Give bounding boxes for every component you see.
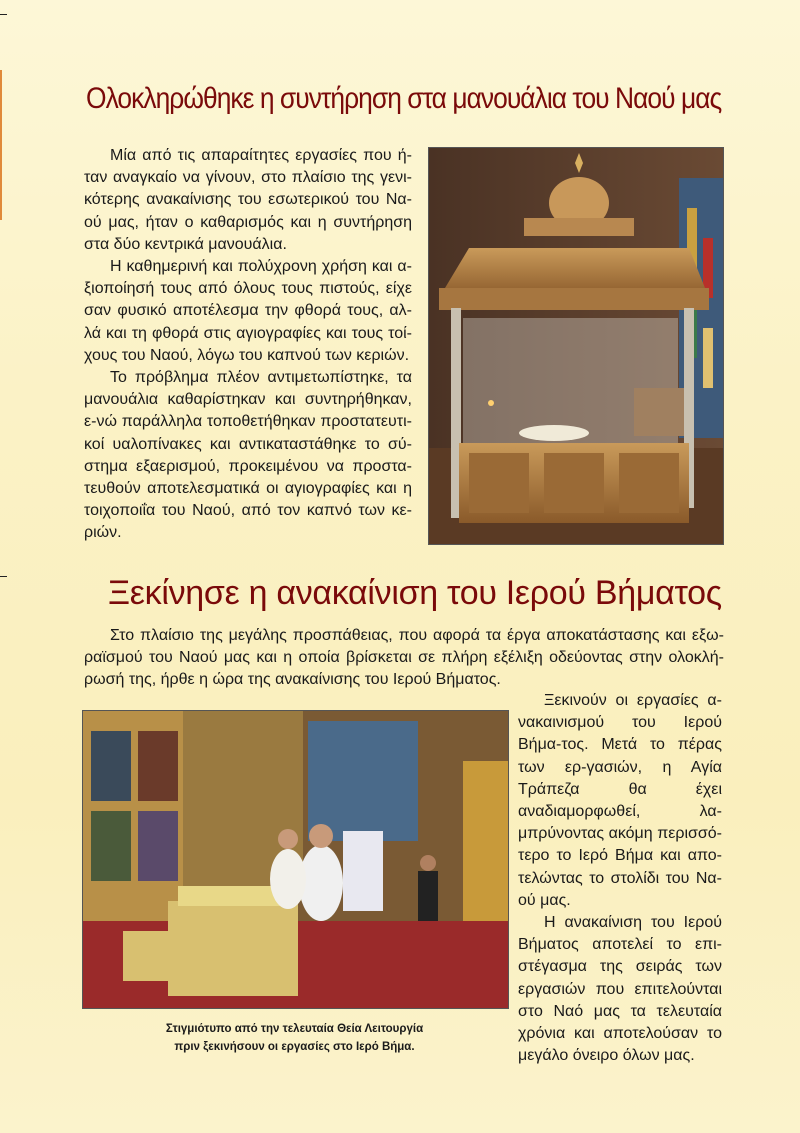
article-1-paragraph: Το πρόβλημα πλέον αντιμετωπίστηκε, τα μανουάλια καθαρίστηκαν και συντηρήθηκαν, ε-νώ παράλληλα τοποθετήθηκαν προστατευτι-κοί υαλοπίνακες και αντικαταστάθηκε το σύ-στημα εξαερισμού, προκειμένου να προστα-τευθούν αποτελεσματικά οι αγιογραφίες και η τοιχοποιΐα του Ναού, από τον καπνό των κε-ριών. xyxy=(84,369,412,542)
crop-mark-top xyxy=(0,14,7,15)
photo-caption-line: Στιγμιότυπο από την τελευταία Θεία Λειτουργία xyxy=(165,1023,424,1035)
photo-caption-line: πριν ξεκινήσουν οι εργασίες στο Ιερό Βήμα. xyxy=(174,1041,415,1053)
article-2-title: Ξεκίνησε η ανακαίνιση του Ιερού Βήματος xyxy=(108,574,722,612)
article-1-title: Ολοκληρώθηκε η συντήρηση στα μανουάλια του Ναού μας xyxy=(86,82,722,115)
crop-mark-middle xyxy=(0,576,7,577)
article-1-paragraph: Η καθημερινή και πολύχρονη χρήση και α-ξιοποίησή τους από όλους τους πιστούς, είχε σαν φυσικό αποτέλεσμα την φθορά τους, αλ-λά και τη φθορά στις αγιογραφίες και τους τοί-χους του Ναού, λόγω του καπνού των κεριών. xyxy=(84,258,412,364)
article-2-paragraph: Η ανακαίνιση του Ιερού Βήματος αποτελεί το επι-στέγασμα της σειράς των εργασιών που επιτελούνται στο Ναό μας τα τελευταία χρόνια και αποτελούσαν το μεγάλο όνειρο όλων μας. xyxy=(518,914,722,1065)
article-1-paragraph: Μία από τις απαραίτητες εργασίες που ή-ταν αναγκαίο να γίνουν, στο πλαίσιο της γενι-κότερης ανακαίνισης του εσωτερικού του Να-ού μας, ήταν ο καθαρισμός και η συντήρηση στα δύο κεντρικά μανουάλια. xyxy=(84,147,412,253)
article-2-intro xyxy=(84,625,724,692)
side-accent-bar xyxy=(0,70,2,220)
candle-stand-photo xyxy=(428,147,724,545)
photo-caption xyxy=(82,1020,507,1056)
article-2-intro-paragraph: Στο πλαίσιο της μεγάλης προσπάθειας, που αφορά τα έργα αποκατάστασης και εξω-ραϊσμού του Ναού μας και η οποία βρίσκεται σε πλήρη εξέλιξη οδεύοντας στην ολοκλή-ρωσή της, ήρθε η ώρα της ανακαίνισης του Ιερού Βήματος. xyxy=(84,627,724,689)
article-2-body xyxy=(518,690,722,1067)
sanctuary-liturgy-photo xyxy=(82,710,509,1009)
article-2-paragraph: Ξεκινούν οι εργασίες α-νακαινισμού του Ιερού Βήμα-τος. Μετά το πέρας των ερ-γασιών, η Αγία Τράπεζα θα έχει αναδιαμορφωθεί, λα-μπρύνοντας ακόμη περισσό-τερο το Ιερό Βήμα και απο-τελώντας το στολίδι του Να-ού μας. xyxy=(518,692,722,909)
article-1-body xyxy=(84,145,412,545)
